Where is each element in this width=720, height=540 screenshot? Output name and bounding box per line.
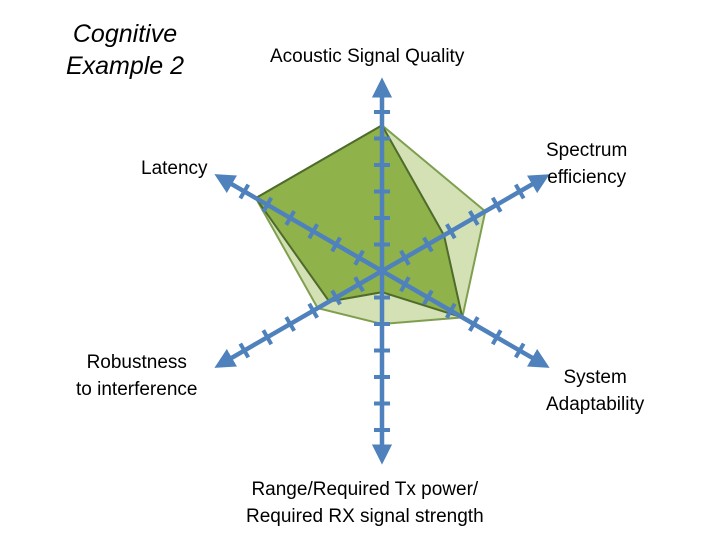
axis-label-robustness: Robustness to interference bbox=[76, 352, 198, 400]
axes-group bbox=[221, 86, 542, 457]
title-line-2: Example 2 bbox=[65, 52, 185, 80]
axis-label-spectrum: Spectrum efficiency bbox=[546, 140, 628, 188]
axis-label-acoustic: Acoustic Signal Quality bbox=[270, 46, 465, 67]
title-line-1: Cognitive bbox=[72, 20, 178, 48]
axis-label-adaptability: System Adaptability bbox=[546, 367, 645, 415]
axis-label-range: Range/Required Tx power/ Required RX signal strength bbox=[246, 479, 484, 527]
axis-label-latency: Latency bbox=[141, 158, 208, 179]
